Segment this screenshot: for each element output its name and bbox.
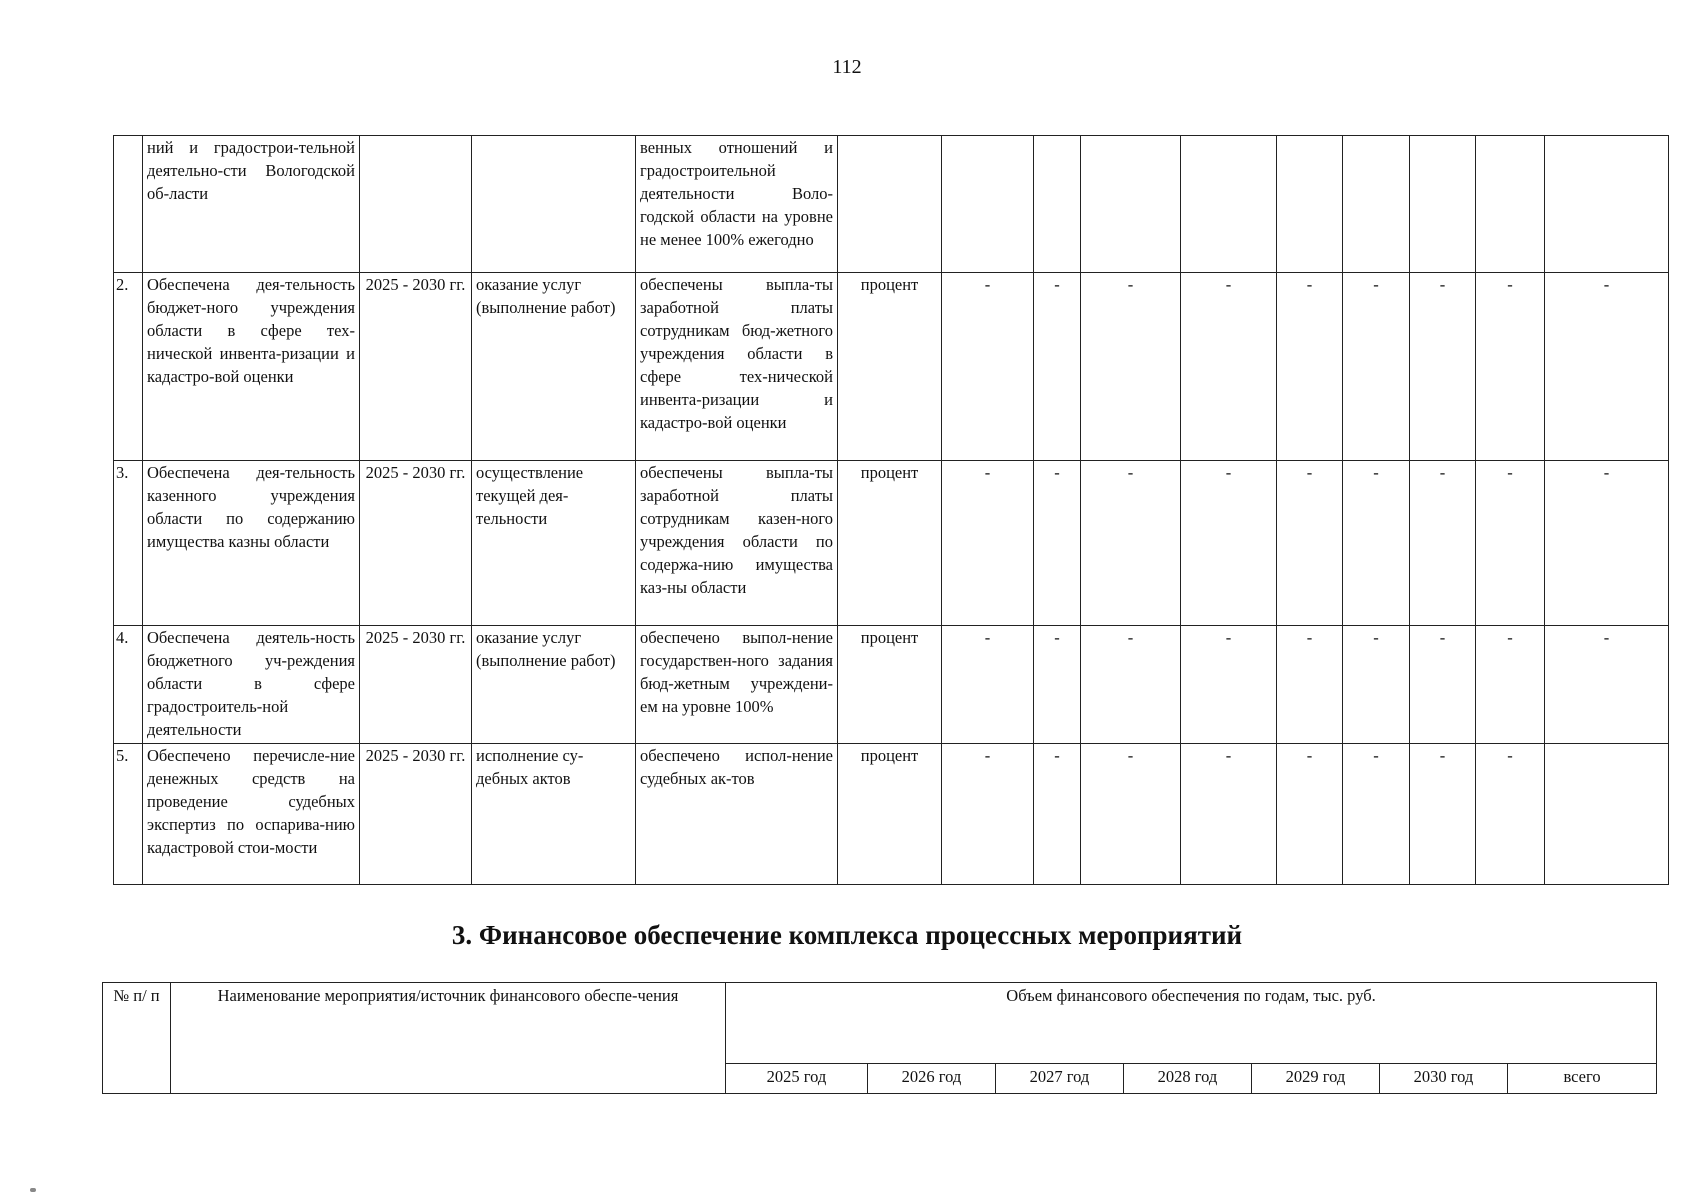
table-row xyxy=(114,136,1669,273)
activity-result: обеспечены выпла-ты заработной платы сотрудникам бюд-жетного учреждения области в сфере тех-нической инвента-ризации и кадастро-вой оценки xyxy=(636,273,838,461)
value-cell: - xyxy=(1410,626,1476,744)
value-cell: - xyxy=(1410,273,1476,461)
value-cell: - xyxy=(942,744,1034,885)
value-cell: - xyxy=(1277,626,1343,744)
activity-result: обеспечено испол-нение судебных ак-тов xyxy=(636,744,838,885)
row-number xyxy=(114,136,143,273)
activity-name: Обеспечена дея-тельность казенного учреждения области по содержанию имущества казны области xyxy=(143,461,360,626)
col-num-header: № п/ п xyxy=(103,983,171,1094)
value-cell: - xyxy=(1277,461,1343,626)
value-cell xyxy=(1476,136,1545,273)
activity-unit: процент xyxy=(838,744,942,885)
value-cell: - xyxy=(1410,461,1476,626)
value-cell: - xyxy=(1476,461,1545,626)
value-cell: - xyxy=(1476,626,1545,744)
activity-unit: процент xyxy=(838,461,942,626)
value-cell: - xyxy=(1081,461,1181,626)
activity-name: Обеспечена дея-тельность бюджет-ного учреждения области в сфере тех-нической инвента-ризации и кадастро-вой оценки xyxy=(143,273,360,461)
finance-table-header-row xyxy=(103,983,1657,1064)
value-cell: - xyxy=(1545,626,1669,744)
value-cell: - xyxy=(1343,273,1410,461)
value-cell xyxy=(1034,136,1081,273)
activity-period: 2025 - 2030 гг. xyxy=(360,744,472,885)
activities-table xyxy=(113,135,1669,885)
year-header: 2025 год xyxy=(726,1064,868,1094)
value-cell: - xyxy=(1343,461,1410,626)
activity-type: исполнение су-дебных актов xyxy=(472,744,636,885)
value-cell: - xyxy=(1034,626,1081,744)
value-cell: - xyxy=(1181,273,1277,461)
row-number: 3. xyxy=(114,461,143,626)
row-number: 2. xyxy=(114,273,143,461)
value-cell: - xyxy=(1081,273,1181,461)
finance-table xyxy=(102,982,1657,1094)
page-number: 112 xyxy=(832,56,862,78)
activity-type: оказание услуг (выполнение работ) xyxy=(472,626,636,744)
activity-type: оказание услуг (выполнение работ) xyxy=(472,273,636,461)
year-header: 2029 год xyxy=(1252,1064,1380,1094)
table-row xyxy=(114,626,1669,744)
value-cell: - xyxy=(1343,626,1410,744)
row-number: 4. xyxy=(114,626,143,744)
activity-unit xyxy=(838,136,942,273)
year-header: 2027 год xyxy=(996,1064,1124,1094)
value-cell: - xyxy=(1181,744,1277,885)
year-header: 2026 год xyxy=(868,1064,996,1094)
activity-result: венных отношений и градостроительной деятельности Воло-годской области на уровне не менее 100% ежегодно xyxy=(636,136,838,273)
value-cell: - xyxy=(1034,744,1081,885)
value-cell: - xyxy=(942,461,1034,626)
total-header: всего xyxy=(1508,1064,1657,1094)
table-row xyxy=(114,273,1669,461)
value-cell xyxy=(1545,744,1669,885)
value-cell: - xyxy=(1081,626,1181,744)
value-cell: - xyxy=(1181,461,1277,626)
activity-period xyxy=(360,136,472,273)
value-cell: - xyxy=(1181,626,1277,744)
activity-name: Обеспечено перечисле-ние денежных средств на проведение судебных экспертиз по оспарива-нию кадастровой стои-мости xyxy=(143,744,360,885)
activity-result: обеспечены выпла-ты заработной платы сотрудникам казен-ного учреждения области по содержа-нию имущества каз-ны области xyxy=(636,461,838,626)
activity-unit: процент xyxy=(838,626,942,744)
activity-name: Обеспечена деятель-ность бюджетного уч-реждения области в сфере градостроитель-ной деятельности xyxy=(143,626,360,744)
year-header: 2030 год xyxy=(1380,1064,1508,1094)
value-cell: - xyxy=(942,273,1034,461)
value-cell xyxy=(1410,136,1476,273)
value-cell: - xyxy=(1343,744,1410,885)
activity-result: обеспечено выпол-нение государствен-ного задания бюд-жетным учреждени-ем на уровне 100% xyxy=(636,626,838,744)
value-cell: - xyxy=(1545,461,1669,626)
value-cell xyxy=(1277,136,1343,273)
scan-mark xyxy=(30,1188,36,1192)
section-title: 3. Финансовое обеспечение комплекса процессных мероприятий xyxy=(451,920,1243,950)
table-row xyxy=(114,461,1669,626)
row-number: 5. xyxy=(114,744,143,885)
value-cell xyxy=(1181,136,1277,273)
col-name-header: Наименование мероприятия/источник финансового обеспе-чения xyxy=(171,983,726,1094)
activity-period: 2025 - 2030 гг. xyxy=(360,461,472,626)
value-cell: - xyxy=(1410,744,1476,885)
value-cell: - xyxy=(1476,273,1545,461)
value-cell: - xyxy=(1034,273,1081,461)
value-cell: - xyxy=(1081,744,1181,885)
activity-type xyxy=(472,136,636,273)
value-cell xyxy=(942,136,1034,273)
value-cell: - xyxy=(942,626,1034,744)
value-cell xyxy=(1343,136,1410,273)
value-cell: - xyxy=(1034,461,1081,626)
activity-period: 2025 - 2030 гг. xyxy=(360,626,472,744)
col-volume-header: Объем финансового обеспечения по годам, тыс. руб. xyxy=(726,983,1657,1064)
value-cell: - xyxy=(1545,273,1669,461)
year-header: 2028 год xyxy=(1124,1064,1252,1094)
activity-period: 2025 - 2030 гг. xyxy=(360,273,472,461)
activity-name: ний и градострои-тельной деятельно-сти Вологодской об-ласти xyxy=(143,136,360,273)
activity-type: осуществление текущей дея-тельности xyxy=(472,461,636,626)
value-cell xyxy=(1081,136,1181,273)
value-cell xyxy=(1545,136,1669,273)
value-cell: - xyxy=(1476,744,1545,885)
value-cell: - xyxy=(1277,744,1343,885)
table-row xyxy=(114,744,1669,885)
activity-unit: процент xyxy=(838,273,942,461)
value-cell: - xyxy=(1277,273,1343,461)
